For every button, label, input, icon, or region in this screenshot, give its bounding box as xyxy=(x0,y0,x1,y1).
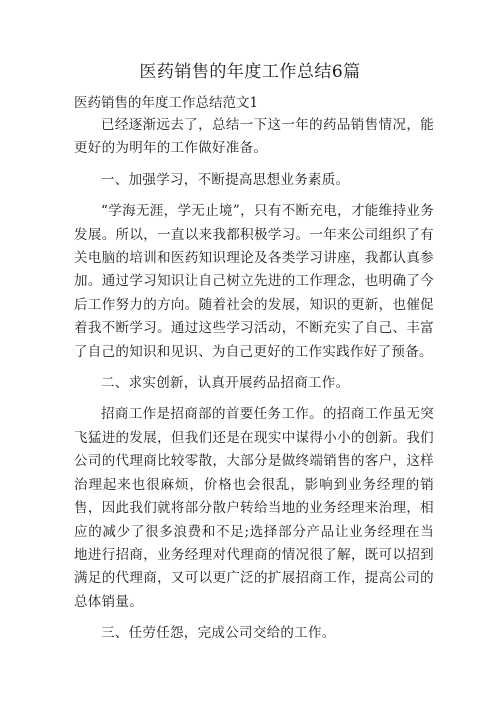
document-subtitle: 医药销售的年度工作总结范文1 xyxy=(74,95,259,111)
document-title: 医药销售的年度工作总结6篇 xyxy=(139,62,361,82)
document-body xyxy=(74,114,434,654)
paragraph-intro: 已经逐渐远去了，总结一下这一年的药品销售情况，能更好的为明年的工作做好准备。 xyxy=(74,117,434,157)
section-heading-3: 三、任劳任怨，完成公司交给的工作。 xyxy=(101,625,336,642)
section-heading-1: 一、加强学习，不断提高思想业务素质。 xyxy=(101,171,350,188)
section-heading-2: 二、求实创新，认真开展药品招商工作。 xyxy=(101,375,350,392)
paragraph-investment: 招商工作是招商部的首要任务工作。的招商工作虽无突飞猛进的发展，但我们还是在现实中谋得小小的创新。我们公司的代理商比较零散，大部分是做终端销售的客户，这样治理起来也很麻烦，价格也会很乱，影响到业务经理的销售，因此我们就将部分散户转给当地的业务经理来治理，相应的减少了很多浪费和不足;选择部分产品让业务经理在当地进行招商，业务经理对代理商的情况很了解，既可以招到满足的代理商，又可以更广泛的扩展招商工作，提高公司的总体销量。 xyxy=(74,406,434,610)
paragraph-study: “学海无涯，学无止境”，只有不断充电，才能维持业务发展。所以，一直以来我都积极学习。一年来公司组织了有关电脑的培训和医药知识理论及各类学习讲座，我都认真参加。通过学习知识让自己树立先进的工作理念，也明确了今后工作努力的方向。随着社会的发展，知识的更新，也催促着我不断学习。通过这些学习活动，不断充实了自己、丰富了自己的知识和见识、为自己更好的工作实践作好了预备。 xyxy=(74,203,434,360)
